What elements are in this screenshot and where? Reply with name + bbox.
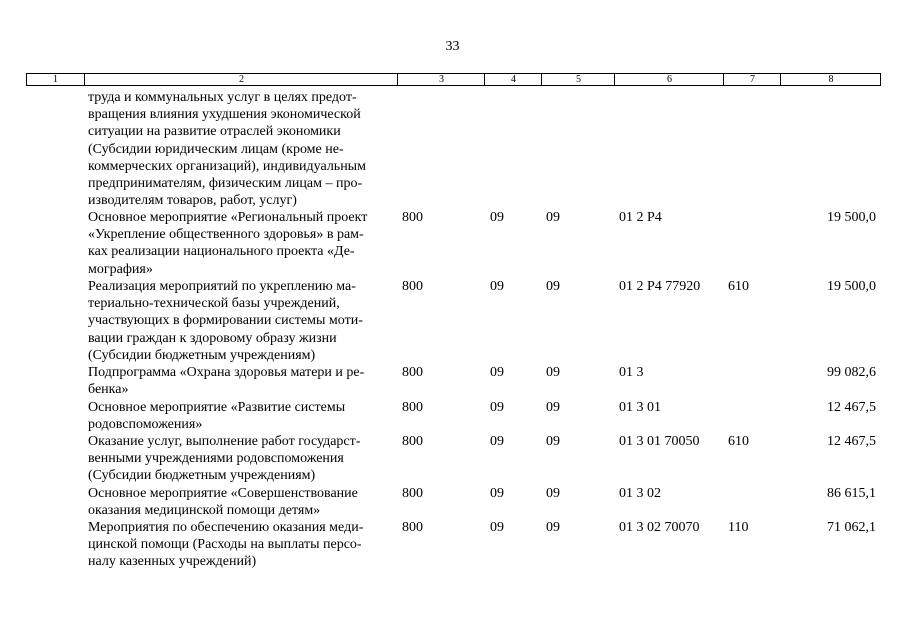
description-line: вации граждан к здоровому образу жизни [88,330,337,346]
description-line: Подпрограмма «Охрана здоровья матери и ре- [88,365,365,380]
expense-type-cell: 610 [728,279,749,294]
row-description [88,399,393,433]
description-line: венными учреждениями родовспоможения [88,451,344,467]
target-article-cell: 01 2 P4 [619,210,662,225]
target-article-cell: 01 3 01 [619,400,661,415]
section-cell: 09 [490,365,504,380]
description-line: Основное мероприятие «Совершенствование [88,486,358,501]
description-line: мография» [88,261,153,277]
row-description [88,519,393,571]
column-header-5: 5 [541,74,615,85]
description-line: Мероприятия по обеспечению оказания меди- [88,520,364,535]
description-line: цинской помощи (Расходы на выплаты персо- [88,537,362,553]
description-line: ках реализации национального проекта «Де- [88,244,355,260]
subsection-cell: 09 [546,520,560,535]
description-line: предпринимателям, физическим лицам – про- [88,176,363,192]
description-line: родовспоможения» [88,417,203,433]
code-cell: 800 [402,434,423,449]
row-description [88,209,393,278]
description-line: коммерческих организаций), индивидуальным [88,158,366,174]
description-line: Реализация мероприятий по укреплению ма- [88,279,356,294]
code-cell: 800 [402,279,423,294]
amount-cell: 12 467,5 [827,434,876,449]
description-line: «Укрепление общественного здоровья» в рам- [88,227,364,243]
description-line: териально-технической базы учреждений, [88,296,340,312]
code-cell: 800 [402,520,423,535]
description-line: труда и коммунальных услуг в целях предот- [88,90,357,105]
description-line: вращения влияния ухудшения экономической [88,107,361,123]
column-header-2: 2 [84,74,398,85]
code-cell: 800 [402,486,423,501]
description-line: оказания медицинской помощи детям» [88,503,321,519]
subsection-cell: 09 [546,434,560,449]
target-article-cell: 01 3 02 [619,486,661,501]
amount-cell: 19 500,0 [827,210,876,225]
description-line: (Субсидии бюджетным учреждениям) [88,347,316,363]
description-line: изводителям товаров, работ, услуг) [88,193,297,209]
subsection-cell: 09 [546,400,560,415]
target-article-cell: 01 3 [619,365,644,380]
subsection-cell: 09 [546,279,560,294]
table-header [26,73,881,86]
target-article-cell: 01 3 01 70050 [619,434,700,449]
description-line: (Субсидии юридическим лицам (кроме не- [88,141,344,157]
column-header-1: 1 [53,74,58,85]
description-line: бенка» [88,382,129,398]
row-description [88,485,393,519]
subsection-cell: 09 [546,365,560,380]
column-header-7: 7 [723,74,781,85]
row-description [88,364,393,398]
expense-type-cell: 610 [728,434,749,449]
subsection-cell: 09 [546,210,560,225]
target-article-cell: 01 2 P4 77920 [619,279,701,294]
description-line: Основное мероприятие «Развитие системы [88,400,346,415]
row-description [88,433,393,485]
column-header-4: 4 [484,74,542,85]
description-line: участвующих в формировании системы моти- [88,313,363,329]
code-cell: 800 [402,365,423,380]
description-line: Основное мероприятие «Региональный проект [88,210,368,225]
expense-type-cell: 110 [728,520,749,535]
code-cell: 800 [402,400,423,415]
column-header-8: 8 [780,74,881,85]
amount-cell: 99 082,6 [827,365,876,380]
column-header-3: 3 [397,74,485,85]
amount-cell: 86 615,1 [827,486,876,501]
description-line: Оказание услуг, выполнение работ государст- [88,434,361,449]
row-description [88,278,393,364]
target-article-cell: 01 3 02 70070 [619,520,700,535]
amount-cell: 71 062,1 [827,520,876,535]
description-line: ситуации на развитие отраслей экономики [88,124,341,140]
section-cell: 09 [490,210,504,225]
section-cell: 09 [490,434,504,449]
section-cell: 09 [490,279,504,294]
code-cell: 800 [402,210,423,225]
subsection-cell: 09 [546,486,560,501]
section-cell: 09 [490,520,504,535]
section-cell: 09 [490,400,504,415]
description-line: налу казенных учреждений) [88,554,257,570]
description-line: (Субсидии бюджетным учреждениям) [88,468,316,484]
amount-cell: 12 467,5 [827,400,876,415]
section-cell: 09 [490,486,504,501]
column-header-6: 6 [614,74,724,85]
amount-cell: 19 500,0 [827,279,876,294]
row-description [88,89,393,209]
page-number: 33 [445,39,460,54]
